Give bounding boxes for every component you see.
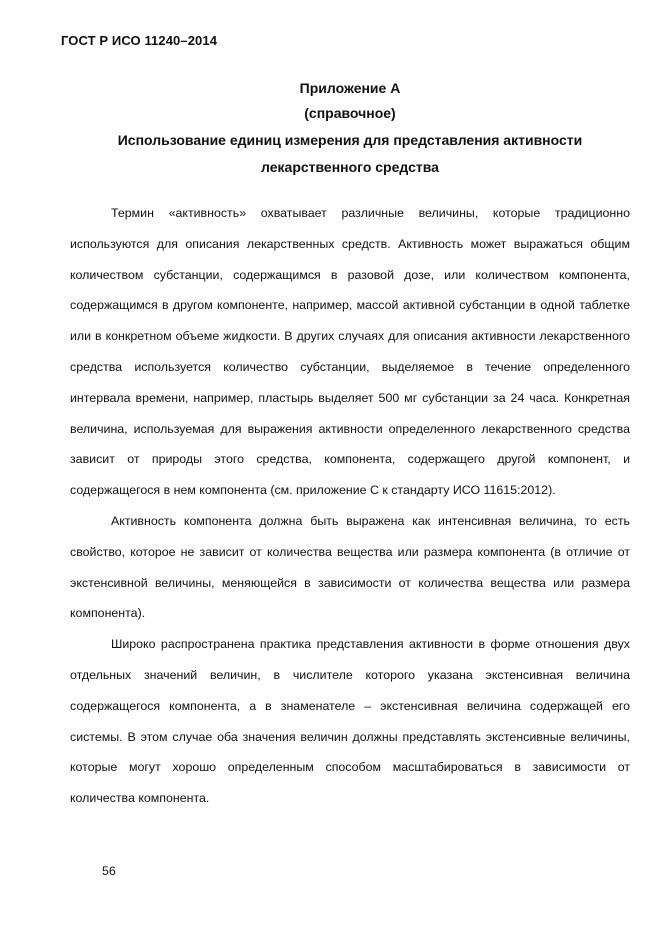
body-text bbox=[70, 198, 630, 814]
paragraph-3: Широко распространена практика представления активности в форме отношения двух отдельных значений величин, в числителе которого указана экстенсивная величина содержащегося компонента, а в знаменателе – экстенсивная величина содержащей его системы. В этом случае оба значения величин должны представлять экстенсивные величины, которые могут хорошо определенным способом масштабироваться в зависимости от количества компонента. bbox=[70, 637, 630, 806]
standard-code-header: ГОСТ Р ИСО 11240–2014 bbox=[61, 33, 218, 48]
paragraph-1: Термин «активность» охватывает различные величины, которые традиционно используются для описания лекарственных средств. Активность может выражаться общим количеством субстанции, содержащимся в разовой дозе, или количеством компонента, содержащимся в другом компоненте, например, массой активной субстанции в одной таблетке или в конкретном объеме жидкости. В других случаях для описания активности лекарственного средства используется количество субстанции, выделяемое в течение определенного интервала времени, например, пластырь выделяет 500 мг субстанции за 24 часа. Конкретная величина, используемая для выражения активности определенного лекарственного средства зависит от природы этого средства, компонента, содержащего другой компонент, и содержащегося в нем компонента (см. приложение С к стандарту ИСО 11615:2012). bbox=[70, 206, 630, 498]
appendix-type: (справочное) bbox=[304, 105, 396, 121]
appendix-heading-line1: Использование единиц измерения для представления активности bbox=[117, 132, 583, 148]
appendix-title: Приложение А bbox=[299, 80, 401, 96]
page-number: 56 bbox=[102, 864, 116, 878]
paragraph-2: Активность компонента должна быть выражена как интенсивная величина, то есть свойство, которое не зависит от количества вещества или размера компонента (в отличие от экстенсивной величины, меняющейся в зависимости от количества вещества или размера компонента). bbox=[70, 513, 630, 621]
appendix-heading-line2: лекарственного средства bbox=[261, 159, 439, 175]
